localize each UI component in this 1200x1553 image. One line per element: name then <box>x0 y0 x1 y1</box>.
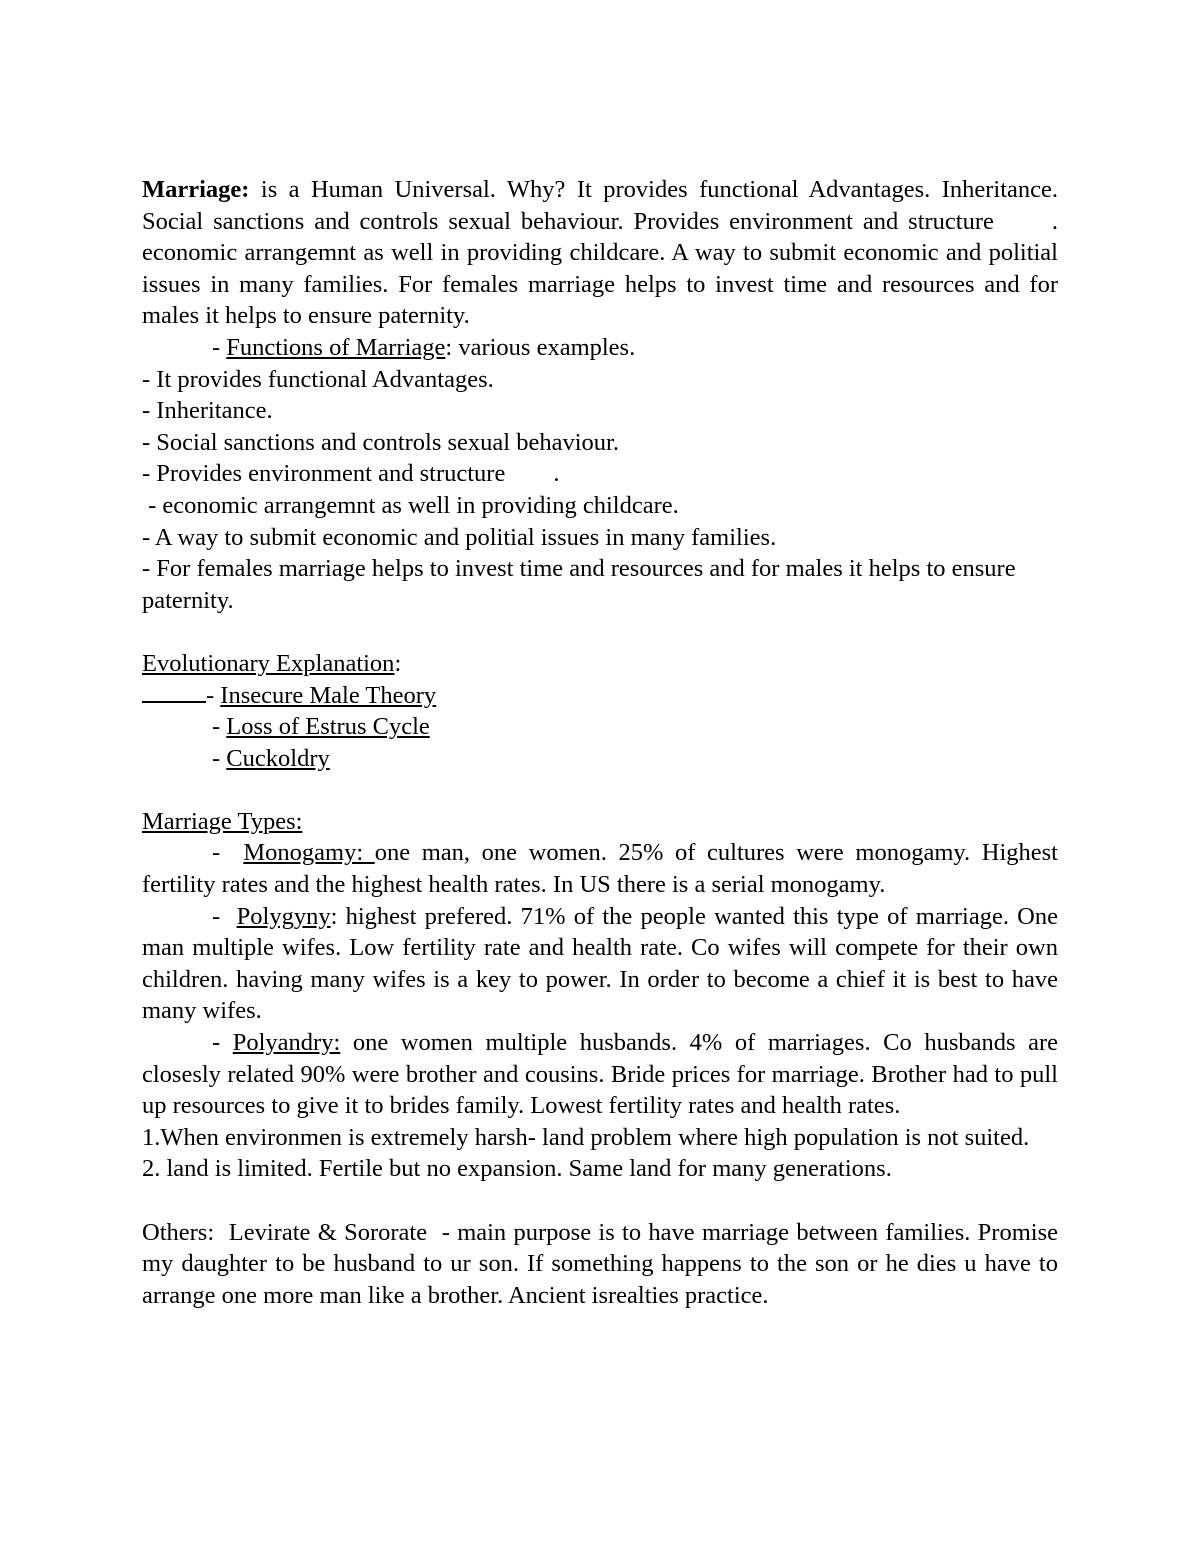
list-item: 2. land is limited. Fertile but no expansion. Same land for many generations. <box>142 1155 892 1183</box>
intro-text-a: is a Human Universal. Why? It provides functional Advantages. Inheritance. Social sanctions and controls sexual behaviour. Provides environment and structure <box>142 176 1058 235</box>
list-item: - It provides functional Advantages. <box>142 365 494 393</box>
evolutionary-heading: Evolutionary Explanation <box>142 649 395 677</box>
list-item: - Insecure Male Theory <box>142 680 1058 712</box>
list-item: - For females marriage helps to invest time and resources and for males it helps to ensure paternity. <box>142 555 1016 614</box>
polygyny-paragraph: - Polygyny: highest prefered. 71% of the people wanted this type of marriage. One man multiple wifes. Low fertility rate and health rate. Co wifes will compete for their own children. having many wifes is a key to power. In order to become a chief it is best to have many wifes. <box>142 902 1058 1025</box>
marriage-types-heading: Marriage Types: <box>142 807 303 835</box>
monogamy-paragraph: - Monogamy: one man, one women. 25% of cultures were monogamy. Highest fertility rates and the highest health rates. In US there is a serial monogamy. <box>142 839 1058 899</box>
list-item: - A way to submit economic and politial issues in many families. <box>142 523 777 551</box>
functions-heading: Functions of Marriage <box>226 333 446 361</box>
others-paragraph: Others: Levirate & Sororate - main purpose is to have marriage between families. Promise my daughter to be husband to ur son. If something happens to the son or he dies u have to arrange one more man like a brother. Ancient isrealties practice. <box>142 1218 1065 1309</box>
list-item: 1.When environmen is extremely harsh- land problem where high population is not suited. <box>142 1123 1030 1151</box>
intro-text-b: . economic arrangemnt as well in providing childcare. A way to submit economic and politial issues in many families. For females marriage helps to invest time and resources and for males it helps to ensure paternity. <box>142 207 1058 330</box>
marriage-term: Marriage: <box>142 176 250 203</box>
evolutionary-heading-line: Evolutionary Explanation: <box>142 649 402 677</box>
list-item: - Cuckoldry <box>212 744 330 772</box>
functions-heading-line: - Functions of Marriage: various examples. <box>212 333 636 361</box>
list-item: - Inheritance. <box>142 397 273 425</box>
list-item: - Social sanctions and controls sexual behaviour. <box>142 428 619 456</box>
list-item: - Provides environment and structure . <box>142 460 560 488</box>
polyandry-paragraph: - Polyandry: one women multiple husbands. 4% of marriages. Co husbands are closesly related 90% were brother and cousins. Bride prices for marriage. Brother had to pull up resources to give it to brides family. Lowest fertility rates and health rates. <box>142 1029 1058 1120</box>
list-item: - Loss of Estrus Cycle <box>212 713 430 741</box>
list-item: - economic arrangemnt as well in providing childcare. <box>142 491 679 519</box>
intro-paragraph <box>142 174 1058 332</box>
document-body <box>142 174 1065 1311</box>
blank-rule <box>142 681 206 703</box>
